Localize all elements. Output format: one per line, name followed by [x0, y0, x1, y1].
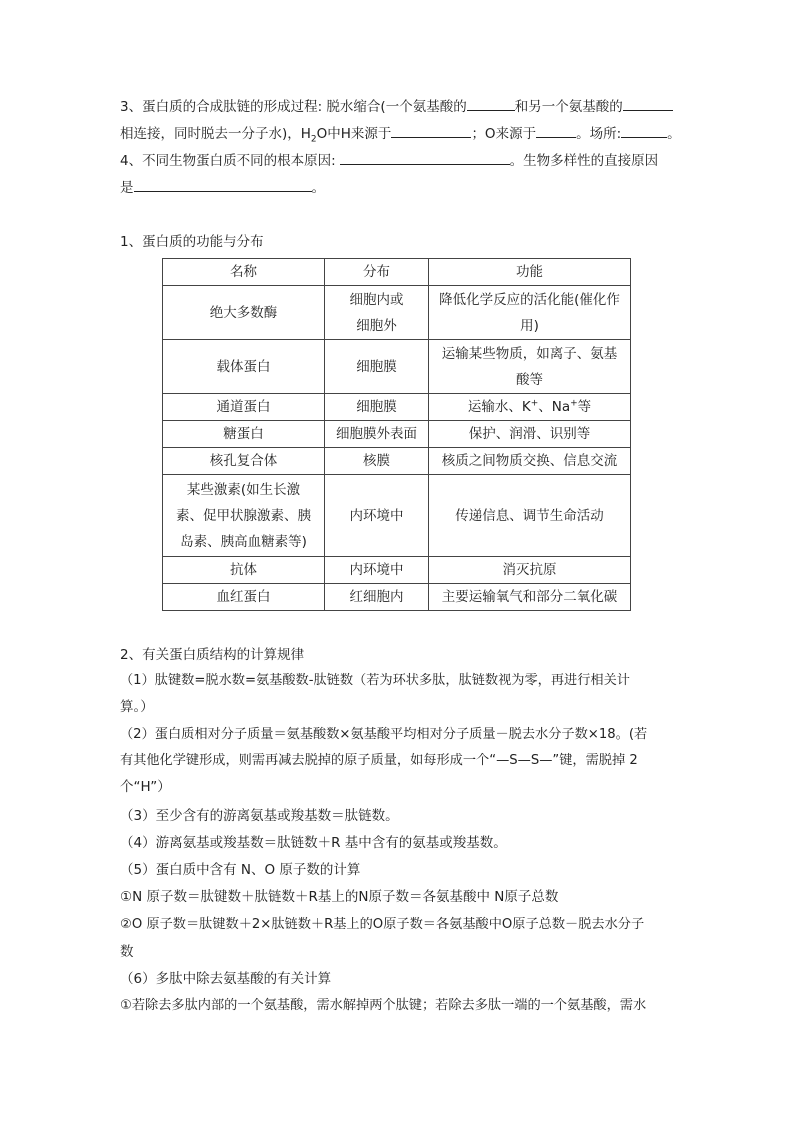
table-row	[163, 340, 631, 394]
q4-text-3: 是	[120, 180, 134, 196]
rule-line: （6）多肽中除去氨基酸的有关计算	[120, 971, 332, 987]
protein-function-table	[162, 258, 631, 611]
header-function: 功能	[429, 259, 631, 286]
rule-line: （2）蛋白质相对分子质量＝氨基酸数×氨基酸平均相对分子质量－脱去水分子数×18。(若	[120, 727, 648, 742]
q4-text-2: 。生物多样性的直接原因	[509, 153, 659, 169]
rule-line: 算。）	[120, 699, 154, 715]
q3-text-6: 。场所:	[576, 126, 622, 142]
header-name: 名称	[163, 259, 325, 286]
q3-text-2: 和另一个氨基酸的	[514, 99, 623, 115]
rule-line: 数	[120, 944, 134, 960]
cell-name: 某些激素(如生长激 素、促甲状腺激素、胰 岛素、胰高血糖素等)	[163, 475, 325, 557]
cell-name: 糖蛋白	[163, 421, 325, 448]
cell-distribution: 细胞膜	[325, 394, 429, 421]
q3-text-3: 相连接，同时脱去一分子水)，H	[120, 126, 311, 142]
table-row	[163, 421, 631, 448]
q3-subscript: 2	[310, 134, 317, 145]
cell-distribution: 细胞膜外表面	[325, 421, 429, 448]
q4-blank-1[interactable]	[340, 150, 510, 165]
q4-text-4: 。	[311, 180, 325, 196]
cell-distribution: 红细胞内	[325, 584, 429, 611]
rule-line: ②O 原子数＝肽键数＋2×肽链数＋R基上的O原子数＝各氨基酸中O原子总数－脱去水分子	[120, 917, 645, 932]
cell-name: 载体蛋白	[163, 340, 325, 394]
table-row	[163, 557, 631, 584]
cell-name: 核孔复合体	[163, 448, 325, 475]
cell-function: 运输某些物质，如离子、氨基 酸等	[429, 340, 631, 394]
cell-name: 血红蛋白	[163, 584, 325, 611]
table-row	[163, 448, 631, 475]
rule-line: （3）至少含有的游离氨基或羧基数＝肽链数。	[120, 808, 399, 824]
cell-function: 主要运输氧气和部分二氧化碳	[429, 584, 631, 611]
question-3-line-2	[120, 123, 681, 144]
rule-line: （1）肽键数=脱水数=氨基酸数-肽链数（若为环状多肽，肽链数视为零，再进行相关计	[120, 673, 630, 688]
cell-function: 核质之间物质交换、信息交流	[429, 448, 631, 475]
q3-text-7: 。	[667, 126, 681, 142]
q3-text-4: O中H来源于	[316, 126, 392, 142]
section-2-title: 2、有关蛋白质结构的计算规律	[120, 647, 305, 663]
q3-blank-4[interactable]	[536, 123, 576, 138]
cell-distribution: 内环境中	[325, 475, 429, 557]
cell-function: 传递信息、调节生命活动	[429, 475, 631, 557]
question-4-line-2	[120, 177, 325, 198]
cell-function: 运输水、K+、Na+等	[429, 394, 631, 421]
rule-line: ①若除去多肽内部的一个氨基酸，需水解掉两个肽键；若除去多肽一端的一个氨基酸，需水	[120, 998, 647, 1013]
section-1-title: 1、蛋白质的功能与分布	[120, 234, 264, 250]
q3-blank-3[interactable]	[391, 123, 471, 138]
cell-distribution: 核膜	[325, 448, 429, 475]
cell-name: 绝大多数酶	[163, 286, 325, 340]
cell-name: 通道蛋白	[163, 394, 325, 421]
question-3-line-1	[120, 96, 673, 117]
cell-function: 降低化学反应的活化能(催化作 用)	[429, 286, 631, 340]
rule-line: （4）游离氨基或羧基数＝肽链数＋R 基中含有的氨基或羧基数。	[120, 835, 507, 851]
cell-function: 保护、润滑、识别等	[429, 421, 631, 448]
table-header-row	[163, 259, 631, 286]
q3-blank-5[interactable]	[621, 123, 667, 138]
header-distribution: 分布	[325, 259, 429, 286]
q3-blank-1[interactable]	[467, 96, 515, 111]
q3-blank-2[interactable]	[623, 96, 673, 111]
table-row	[163, 394, 631, 421]
q3-text-1: 3、蛋白质的合成肽链的形成过程: 脱水缩合(一个氨基酸的	[120, 99, 467, 115]
table-row	[163, 584, 631, 611]
rule-line: （5）蛋白质中含有 N、O 原子数的计算	[120, 862, 361, 878]
q4-text-1: 4、不同生物蛋白质不同的根本原因:	[120, 153, 336, 169]
question-4-line-1	[120, 150, 658, 171]
cell-distribution: 细胞内或 细胞外	[325, 286, 429, 340]
table-row	[163, 475, 631, 557]
cell-function: 消灭抗原	[429, 557, 631, 584]
q4-blank-2[interactable]	[134, 177, 312, 192]
rule-line: 有其他化学键形成，则需再减去脱掉的原子质量，如每形成一个“—S—S—”键，需脱掉 2	[120, 753, 638, 768]
cell-distribution: 细胞膜	[325, 340, 429, 394]
table-row	[163, 286, 631, 340]
q3-text-5: ；O来源于	[471, 126, 537, 142]
cell-name: 抗体	[163, 557, 325, 584]
rule-line: 个“H”）	[120, 779, 171, 795]
rule-line: ①N 原子数＝肽键数＋肽链数＋R基上的N原子数＝各氨基酸中 N原子总数	[120, 889, 559, 905]
cell-distribution: 内环境中	[325, 557, 429, 584]
